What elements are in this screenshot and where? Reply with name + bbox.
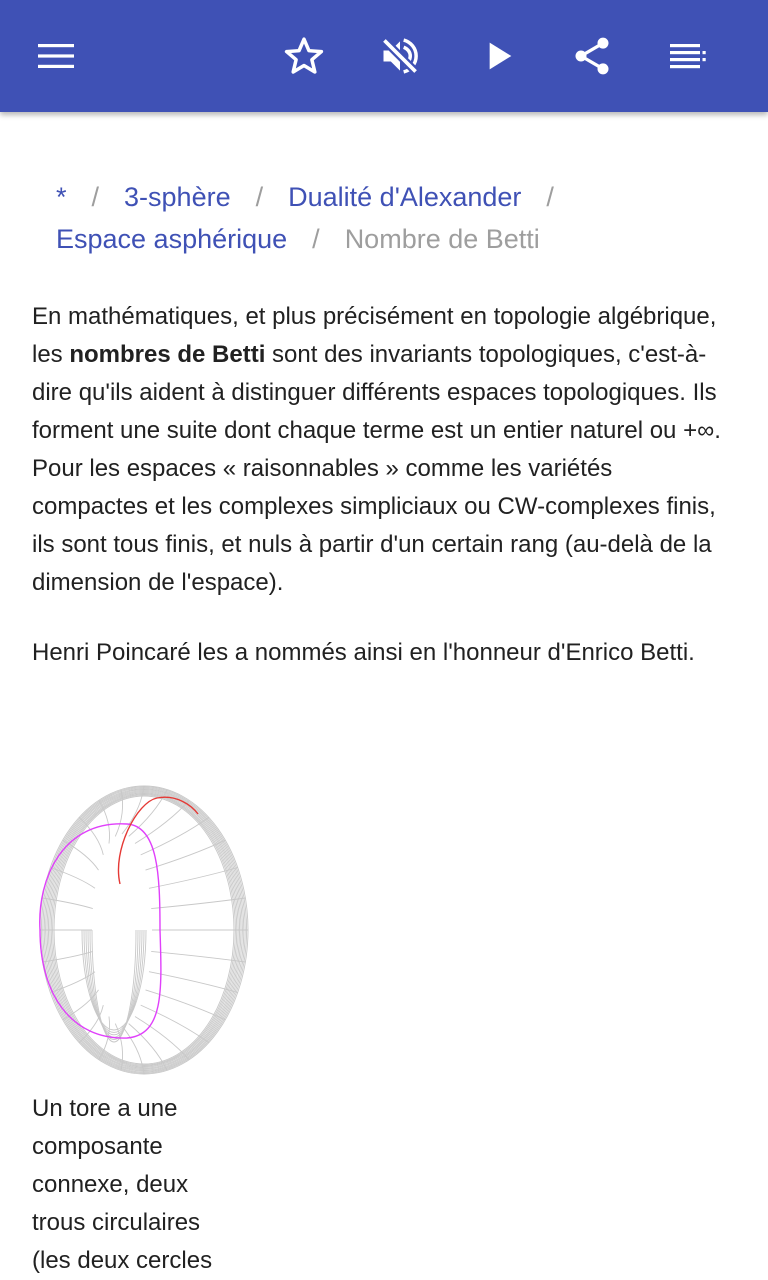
star-outline-icon: [282, 34, 326, 78]
breadcrumb-current: Nombre de Betti: [344, 224, 540, 254]
article-paragraph: [32, 298, 732, 602]
breadcrumb-separator: /: [312, 224, 320, 254]
toc-button[interactable]: [656, 24, 720, 88]
breadcrumb-link-home[interactable]: *: [56, 182, 67, 212]
term-nombres-de-betti: nombres de Betti: [69, 341, 266, 368]
share-icon: [570, 34, 614, 78]
play-button[interactable]: [466, 24, 530, 88]
torus-mesh-line: [79, 1005, 103, 1043]
play-icon: [478, 36, 518, 76]
article-body: [32, 298, 732, 672]
hamburger-menu-icon: [36, 41, 76, 71]
torus-mesh: [40, 786, 248, 1074]
torus-mesh-line: [92, 930, 136, 1042]
favorite-button[interactable]: [272, 24, 336, 88]
breadcrumb-link-3-sphere[interactable]: 3-sphère: [124, 182, 231, 212]
figure-caption: Un tore a une composante connexe, deux trous circulaires (les deux cercles: [32, 1095, 213, 1274]
torus-mesh-line: [90, 930, 138, 1040]
breadcrumb-link-espace-aspherique[interactable]: Espace asphérique: [56, 224, 288, 254]
app-bar: [0, 0, 768, 112]
torus-mesh-line: [151, 951, 245, 962]
torus-mesh-line: [88, 930, 140, 1037]
breadcrumb-separator: /: [255, 182, 264, 212]
torus-figure[interactable]: [32, 780, 252, 1085]
breadcrumb-separator: /: [91, 182, 100, 212]
torus-wireframe-illustration: [32, 780, 252, 1080]
breadcrumb-link-dualite-alexander[interactable]: Dualité d'Alexander: [288, 182, 522, 212]
paragraph-text: En mathématiques, et plus précisément en topologie algébrique, les: [32, 303, 717, 368]
breadcrumb-separator: /: [546, 182, 554, 212]
share-button[interactable]: [560, 24, 624, 88]
menu-button[interactable]: [24, 24, 88, 88]
mute-button[interactable]: [368, 24, 432, 88]
article-paragraph: Henri Poincaré les a nommés ainsi en l'honneur d'Enrico Betti.: [32, 639, 695, 666]
torus-mesh-line: [82, 930, 146, 1030]
torus-mesh-line: [79, 817, 103, 855]
breadcrumb: [56, 176, 736, 260]
volume-off-icon: [378, 34, 422, 78]
list-icon: [668, 41, 708, 71]
paragraph-text: sont des invariants topologiques, c'est-à-dire qu'ils aident à distinguer différents espaces topologiques. Ils forment une suite dont chaque terme est un entier naturel ou +∞. Pour les espaces « raisonnables » comme les variétés compactes et les complexes simpliciaux ou CW-complexes finis, ils sont tous finis, et nuls à partir d'un certain rang (au-delà de la dimension de l'espace).: [32, 341, 721, 596]
torus-mesh-line: [151, 898, 245, 909]
